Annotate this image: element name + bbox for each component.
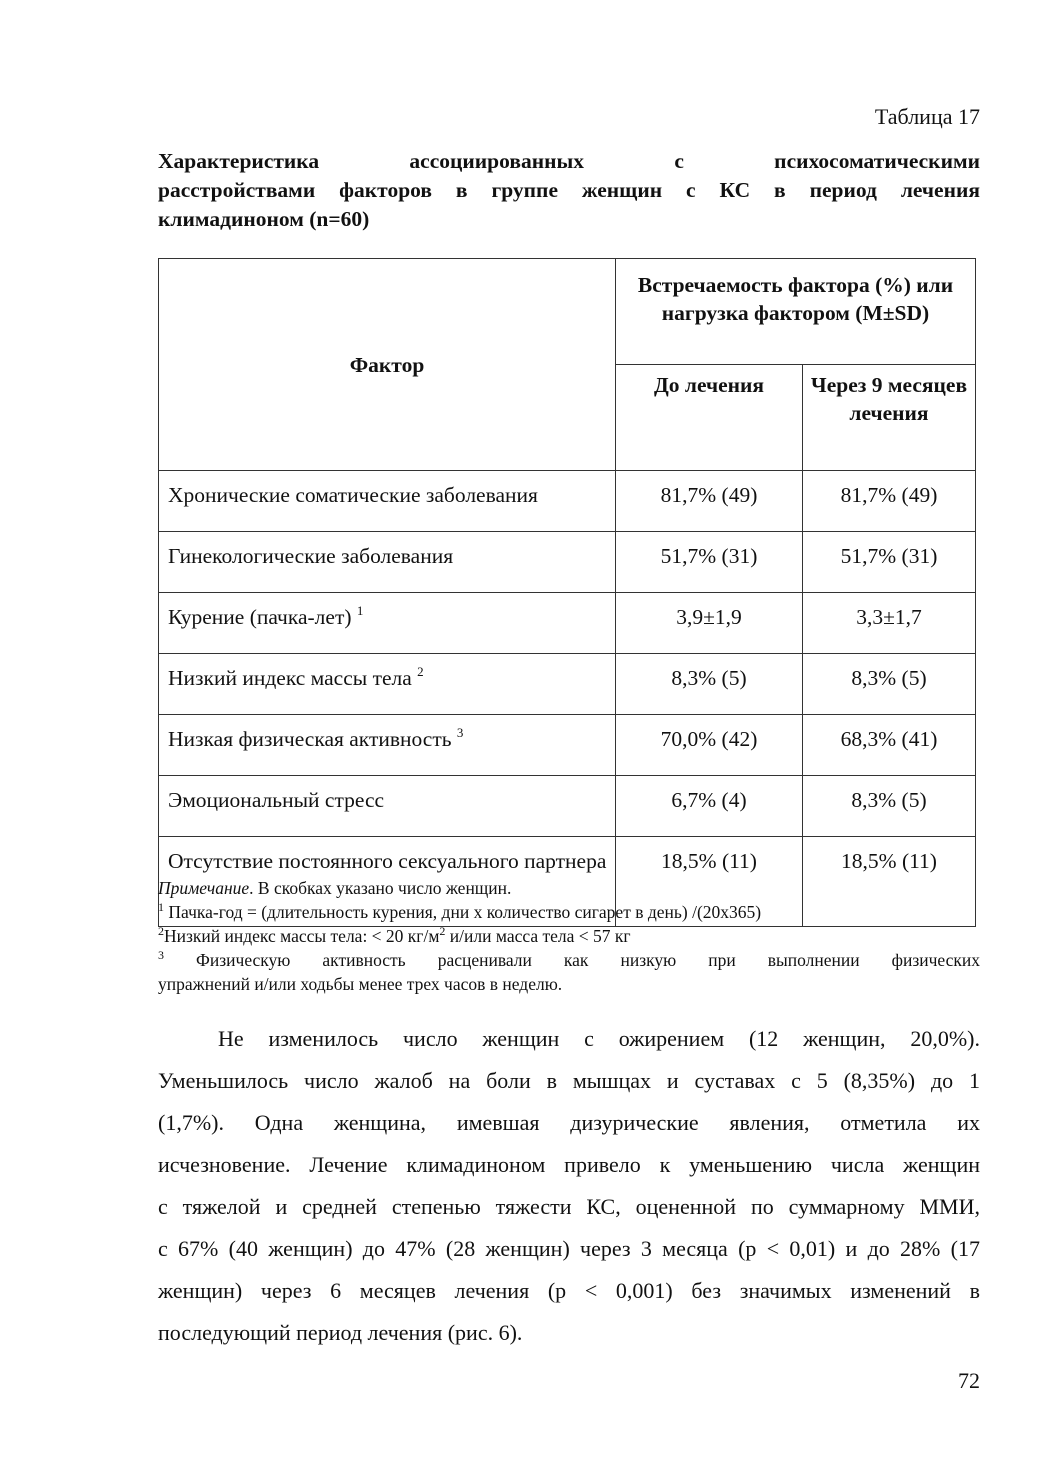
table-title (158, 147, 980, 234)
note-3-cont: упражнений и/или ходьбы менее трех часов в неделю. (158, 974, 563, 994)
title-line-1: Характеристика ассоциированных с психосоматическими (158, 149, 980, 173)
value-before: 6,7% (4) (616, 776, 803, 837)
note-2-mark: 2 (158, 924, 164, 938)
value-before: 70,0% (42) (616, 715, 803, 776)
value-before: 3,9±1,9 (616, 593, 803, 654)
value-after: 81,7% (49) (803, 471, 976, 532)
value-after: 3,3±1,7 (803, 593, 976, 654)
note-3-mark: 3 (158, 948, 164, 962)
table-row (159, 471, 976, 532)
note-3 (158, 948, 980, 972)
footnote-mark: 1 (356, 603, 364, 618)
table-number-label: Таблица 17 (874, 104, 980, 129)
note-1-mark: 1 (158, 900, 164, 914)
value-after: 8,3% (5) (803, 776, 976, 837)
header-before: До лечения (616, 365, 803, 471)
value-after: 51,7% (31) (803, 532, 976, 593)
note-label: Примечание (158, 878, 250, 898)
value-after: 8,3% (5) (803, 654, 976, 715)
factor-name: Эмоциональный стресс (168, 788, 385, 812)
title-line-2: расстройствами факторов в группе женщин с КС в период лечения (158, 178, 980, 202)
header-after: Через 9 месяцев лечения (803, 365, 976, 471)
note-text: . В скобках указано число женщин. (249, 878, 512, 898)
note-1-text: Пачка-год = (длительность курения, дни х количество сигарет в день) /(20х365) (164, 902, 762, 922)
footnote-mark: 2 (417, 664, 424, 679)
note-1 (158, 900, 980, 924)
table-header-row (159, 259, 976, 365)
factor-cell (159, 471, 616, 532)
table-row (159, 593, 976, 654)
body-line-8: последующий период лечения (рис. 6). (158, 1320, 523, 1345)
factor-name: Хронические соматические заболевания (168, 483, 538, 507)
note-2 (158, 924, 980, 948)
body-line-7: женщин) через 6 месяцев лечения (р < 0,001) без значимых изменений в (158, 1278, 980, 1303)
factor-name: Низкий индекс массы тела (168, 666, 412, 690)
note-main (158, 876, 980, 900)
value-after: 68,3% (41) (803, 715, 976, 776)
body-line-1: Не изменилось число женщин с ожирением (12 женщин, 20,0%). (218, 1026, 980, 1051)
factor-cell (159, 715, 616, 776)
footnote-mark: 3 (456, 725, 464, 740)
title-line-3: климадиноном (n=60) (158, 207, 370, 231)
value-before: 81,7% (49) (616, 471, 803, 532)
body-line-6: с 67% (40 женщин) до 47% (28 женщин) через 3 месяца (р < 0,01) и до 28% (17 (158, 1236, 980, 1261)
factor-cell (159, 532, 616, 593)
table-row (159, 654, 976, 715)
table-row (159, 532, 976, 593)
factor-name: Курение (пачка-лет) (168, 605, 352, 629)
header-factor: Фактор (159, 259, 616, 471)
table-notes (158, 876, 980, 996)
body-line-4: исчезновение. Лечение климадиноном привело к уменьшению числа женщин (158, 1152, 980, 1177)
factor-cell (159, 776, 616, 837)
note-3-line-1: Физическую активность расценивали как низкую при выполнении физических (196, 950, 981, 970)
value-before: 8,3% (5) (616, 654, 803, 715)
page-number: 72 (958, 1368, 980, 1393)
note-2-sup: 2 (439, 924, 446, 938)
value-after: 18,5% (11) (803, 837, 976, 927)
note-2-text-b: и/или масса тела < 57 кг (445, 926, 631, 946)
factor-cell (159, 654, 616, 715)
table-row (159, 715, 976, 776)
factor-name: Низкая физическая активность (168, 727, 452, 751)
value-before: 18,5% (11) (616, 837, 803, 927)
body-line-3: (1,7%). Одна женщина, имевшая дизурические явления, отметила их (158, 1110, 980, 1135)
factors-table (158, 258, 976, 927)
body-line-2: Уменьшилось число жалоб на боли в мышцах и суставах с 5 (8,35%) до 1 (158, 1068, 980, 1093)
note-2-text-a: Низкий индекс массы тела: < 20 кг/м (164, 926, 440, 946)
body-paragraph (158, 1018, 980, 1354)
body-line-5: с тяжелой и средней степенью тяжести КС, оцененной по суммарному ММИ, (158, 1194, 980, 1219)
factor-name: Гинекологические заболевания (168, 544, 454, 568)
value-before: 51,7% (31) (616, 532, 803, 593)
factor-name: Отсутствие постоянного сексуального партнера (168, 849, 607, 873)
header-group: Встречаемость фактора (%) или нагрузка фактором (M±SD) (616, 259, 976, 365)
factor-cell (159, 593, 616, 654)
table-row (159, 776, 976, 837)
